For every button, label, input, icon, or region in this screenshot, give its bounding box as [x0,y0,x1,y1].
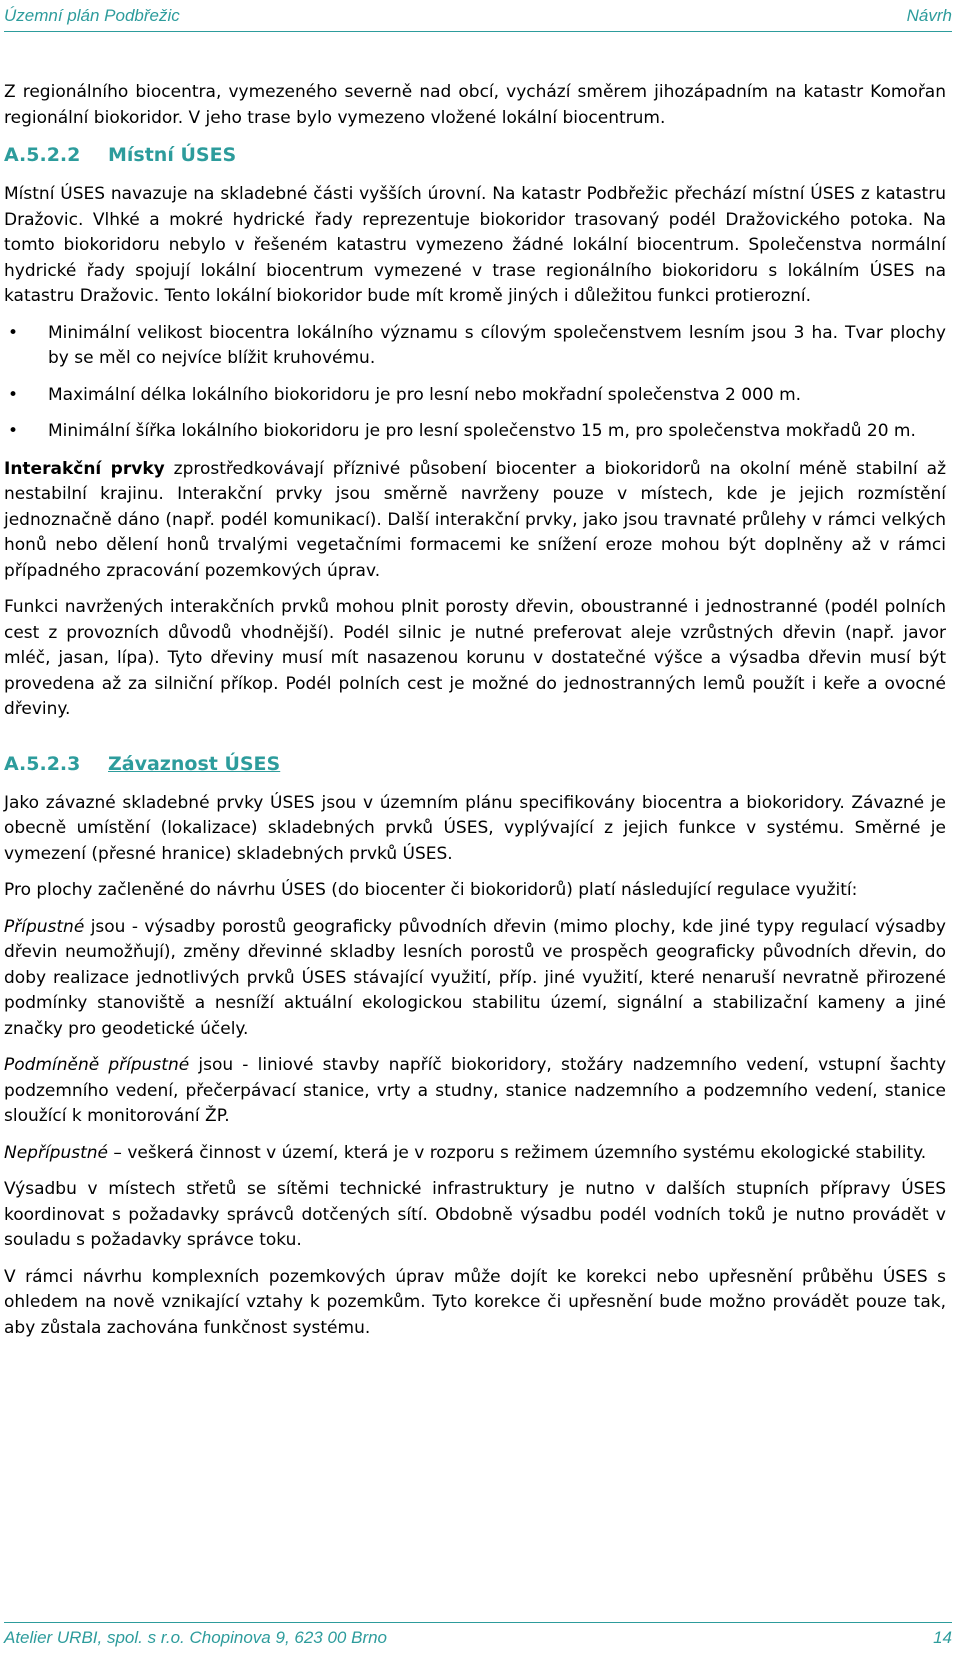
header-rule [4,31,952,32]
list-item: • Maximální délka lokálního biokoridoru je pro lesní nebo mokřadní společenstva 2 000 m. [4,383,946,409]
paragraph-permitted [4,915,946,1043]
list-item: • Minimální šířka lokálního biokoridoru je pro lesní společenstvo 15 m, pro společenstva mokřadů 20 m. [4,419,946,445]
header-status: Návrh [906,6,952,25]
footer-address: Atelier URBI, spol. s r.o. Chopinova 9, 623 00 Brno [4,1628,388,1647]
section-number: A.5.2.3 [4,752,81,775]
italic-term: Nepřípustné [4,1142,109,1163]
paragraph-regulation-intro: Pro plochy začleněné do návrhu ÚSES (do biocenter či biokoridorů) platí následující regulace využití: [4,880,858,900]
intro-paragraph: Z regionálního biocentra, vymezeného severně nad obcí, vychází směrem jihozápadním na katastr Komořan regionální biokoridor. V jeho trase bylo vymezeno vložené lokální biocentrum. [4,82,946,128]
paragraph-vegetation: Funkci navržených interakčních prvků mohou plnit porosty dřevin, oboustranné i jednostranné (podél polních cest z provozních důvodů vhodnější). Podél silnic je nutné preferovat aleje vzrůstných dřevin (např. javor mléč, jasan, lípa). Tyto dřeviny musí mít nasazenou korunu v dostatečné výšce a výsadba dřevin musí být provedena až za silniční příkop. Podél polních cest je možné do jednostranných lemů použít i keře a ovocné dřeviny. [4,597,946,719]
paragraph-infrastructure: Výsadbu v místech střetů se sítěmi technické infrastruktury je nutno v dalších stupních přípravy ÚSES koordinovat s požadavky správců dotčených sítí. Obdobně výsadbu podél vodních toků je nutno provádět v souladu s požadavky správce toku. [4,1179,946,1250]
section-title: Závaznost ÚSES [108,752,281,775]
paragraph-binding-elements: Jako závazné skladebné prvky ÚSES jsou v územním plánu specifikovány biocentra a biokoridory. Závazné je obecně umístění (lokalizace) skladebných prvků ÚSES, vyplývající z jejich funkce v systému. Směrné je vymezení (přesné hranice) skladebných prvků ÚSES. [4,792,946,864]
section-number: A.5.2.2 [4,144,81,166]
paragraph-conditionally-permitted [4,1053,946,1130]
bullet-list [4,321,946,445]
bold-term: Interakční prvky [4,458,165,479]
paragraph-local-uses: Místní ÚSES navazuje na skladebné části vyšších úrovní. Na katastr Podbřežic přechází místní ÚSES z katastru Dražovic. Vlhké a mokré hydrické řady reprezentuje biokoridor trasovaný podél Dražovického potoka. Na tomto biokoridoru nebylo v řešeném katastru vymezeno žádné lokální biocentrum. Společenstva normální hydrické řady spojují lokální biocentrum vymezené v trase regionálního biokoridoru s lokálním ÚSES na katastru Dražovic. Tento lokální biokoridor bude mít kromě jiných i důležitou funkci protierozní. [4,184,946,306]
section-heading-binding [4,751,946,777]
paragraph-text: zprostředkovávají příznivé působení biocenter a biokoridorů na okolní méně stabilní až nestabilní krajinu. Interakční prvky jsou směrně navrženy pouze v místech, kde je jejich rozmístění jednoznačně dáno (např. podél komunikací). Další interakční prvky, jako jsou travnaté průlehy v rámci velkých honů nebo dělení honů trvalými vegetačními formacemi ke snížení eroze mohou být doplněny až v rámci případného zpracování pozemkových úprav. [4,458,946,581]
page-number: 14 [933,1628,952,1647]
section-title: Místní ÚSES [108,144,237,166]
footer-rule [4,1622,952,1623]
paragraph-land-adjustments: V rámci návrhu komplexních pozemkových úprav může dojít ke korekci nebo upřesnění průběhu ÚSES s ohledem na nově vznikající vztahy k pozemkům. Tyto korekce či upřesnění bude možno provádět pouze tak, aby zůstala zachována funkčnost systému. [4,1266,946,1338]
paragraph-text: jsou - liniové stavby napříč biokoridory, stožáry nadzemního vedení, vstupní šachty podzemního vedení, přečerpávací stanice, vrty a studny, stanice nadzemního a podzemního vedení, stanice sloužící k monitorování ŽP. [4,1055,947,1126]
list-item: • Minimální velikost biocentra lokálního významu s cílovým společenstvem lesním jsou 3 ha. Tvar plochy by se měl co nejvíce blížit kruhovému. [4,321,946,372]
page-content [4,80,946,1352]
paragraph-text: jsou - výsadby porostů geograficky původních dřevin (mimo plochy, kde jiné typy regulací výsadby dřevin neumožňují), změny dřevinné skladby lesních porostů ve prospěch geograficky původních dřevin, do doby realizace jednotlivých prvků ÚSES stávající využití, příp. jiné využití, které nenaruší nevratně přirozené podmínky stanoviště a nesníží aktuální ekologickou stabilitu území, signální a stabilizační kameny a jiné značky pro geodetické účely. [4,916,946,1039]
page-header [4,4,952,28]
header-document-title: Územní plán Podbřežic [4,6,180,25]
paragraph-text: – veškerá činnost v území, která je v rozporu s režimem územního systému ekologické stability. [108,1142,927,1163]
italic-term: Podmíněně přípustné [4,1055,190,1075]
section-heading-local-uses [4,142,946,168]
paragraph-not-permitted [4,1141,946,1167]
italic-term: Přípustné [4,916,85,937]
paragraph-interaction-elements [4,457,946,585]
